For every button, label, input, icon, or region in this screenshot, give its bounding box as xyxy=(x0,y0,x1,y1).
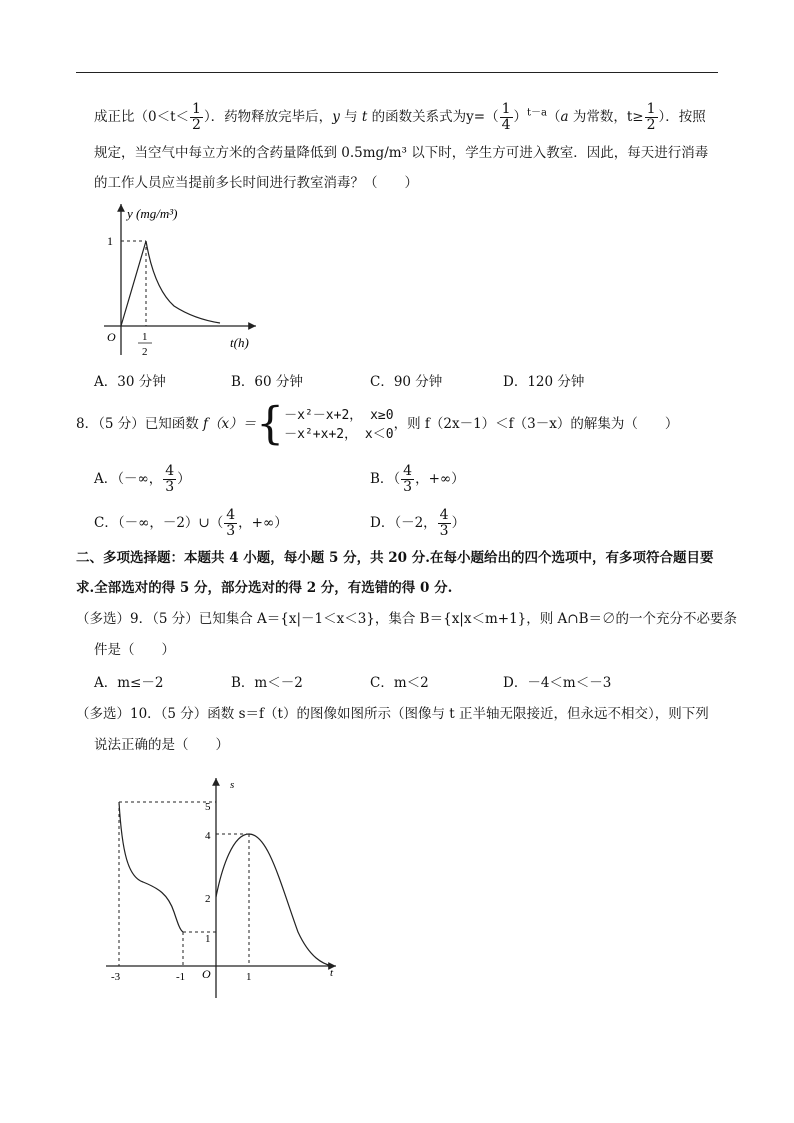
fraction-one-half-2: $\frac{1}{2}$ xyxy=(646,101,656,133)
q10-xtick--3: -3 xyxy=(111,971,121,983)
q10-ytick-2: 2 xyxy=(205,893,211,905)
q9-option-d: D．－4＜m＜－3 xyxy=(503,675,612,691)
q10-right-curve xyxy=(216,834,332,966)
q7-ylabel: y (mg/m³) xyxy=(127,206,178,221)
q9-line2: 件是（ ） xyxy=(94,642,175,658)
q7-origin: O xyxy=(107,330,116,344)
q7-option-d: D．120 分钟 xyxy=(503,374,585,390)
q10-origin: O xyxy=(202,967,211,981)
q7-line2: 规定，当空气中每立方米的含药量降低到 0.5mg/m³ 以下时，学生方可进入教室．因此，每天进行消毒 xyxy=(94,145,709,161)
header-rule xyxy=(76,72,718,73)
q8-option-b: B．（ $\frac{4}{3}$ ，+∞） xyxy=(370,463,465,495)
q10-s-label: s xyxy=(230,779,235,791)
q7-ytick: 1 xyxy=(107,234,113,248)
q10-t-label: t xyxy=(330,967,334,979)
q7-line3: 的工作人员应当提前多长时间进行教室消毒？（ ） xyxy=(94,175,418,191)
q7-graph xyxy=(96,200,266,360)
q8-option-c: C．（－∞，－2）∪（ $\frac{4}{3}$ ，+∞） xyxy=(94,507,288,539)
piece-1: －x²－x+2， x≥0 xyxy=(284,407,394,423)
q8-option-d: D．（－2， $\frac{4}{3}$ ） xyxy=(370,507,466,539)
q7-option-c: C．90 分钟 xyxy=(370,374,443,390)
q9-option-c: C．m＜2 xyxy=(370,675,429,691)
q7-xlabel: t(h) xyxy=(230,335,249,350)
q9-line1: （多选）9．（5 分）已知集合 A＝{x|－1＜x＜3}，集合 B＝{x|x＜m+1}，则 A∩B＝∅的一个充分不必要条 xyxy=(76,611,738,627)
q10-ytick-5: 5 xyxy=(205,801,211,813)
piece-2: －x²+x+2， x＜0 xyxy=(284,426,394,442)
q10-line1: （多选）10．（5 分）函数 s＝f（t）的图像如图所示（图像与 t 正半轴无限接近，但永远不相交），则下列 xyxy=(76,706,709,722)
section2-line1: 二、多项选择题：本题共 4 小题，每小题 5 分，共 20 分.在每小题给出的四个选项中，有多项符合题目要 xyxy=(76,550,714,566)
q10-left-curve xyxy=(119,802,183,932)
q10-ytick-1: 1 xyxy=(205,933,211,945)
q7-decay-curve xyxy=(146,241,220,323)
q10-graph xyxy=(98,772,348,1004)
q7-rise-line xyxy=(121,241,146,326)
q7-option-a: A．30 分钟 xyxy=(94,374,166,390)
q7-option-b: B．60 分钟 xyxy=(231,374,303,390)
fraction-one-quarter: $\frac{1}{4}$ xyxy=(501,101,511,133)
q10-ytick-4: 4 xyxy=(205,830,211,842)
q10-xtick-1: 1 xyxy=(246,971,252,983)
q7-xtick-n: 1 xyxy=(142,331,148,343)
fraction-one-half: $\frac{1}{2}$ xyxy=(192,101,201,133)
piecewise-brace: { xyxy=(256,398,285,450)
q8-option-a: A．（－∞， $\frac{4}{3}$ ） xyxy=(94,463,191,495)
q10-xtick--1: -1 xyxy=(176,971,186,983)
q9-option-b: B．m＜－2 xyxy=(231,675,303,691)
q10-line2: 说法正确的是（ ） xyxy=(94,737,229,753)
q9-option-a: A．m≤－2 xyxy=(94,675,164,691)
q7-xtick-d: 2 xyxy=(142,346,148,358)
q7-line1: 成正比（0＜t＜ $\frac{1}{2}$ ）．药物释放完毕后，y 与 t 的函数关系式为y=（ $\frac{1}{4}$ ）$^{t-a}$（a 为常数，t≥ $\frac{1}{2}$ ）．按照 xyxy=(94,101,706,133)
section2-line2: 求.全部选对的得 5 分，部分选对的得 2 分，有选错的得 0 分. xyxy=(76,580,453,596)
piecewise-cases xyxy=(284,406,393,444)
q8-stem: 8．（5 分）已知函数 f（x）＝{ －x²－x+2， x≥0 －x²+x+2， x＜0 ，则 f（2x－1）＜f（3－x）的解集为（ ） xyxy=(76,398,679,450)
